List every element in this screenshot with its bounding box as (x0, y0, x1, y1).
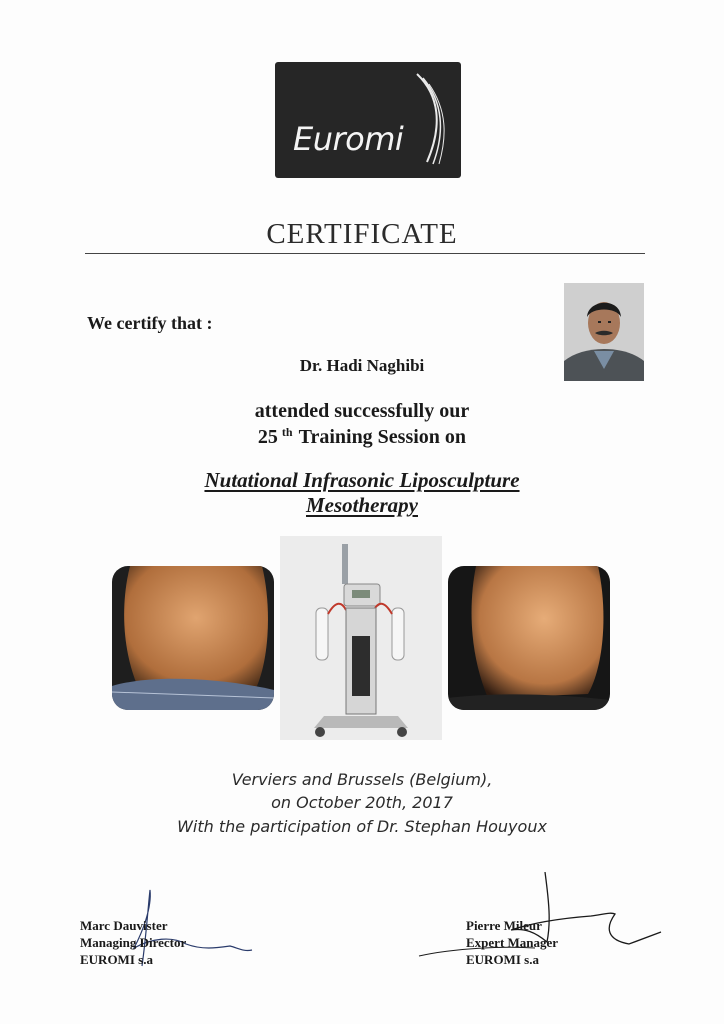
certify-intro: We certify that : (87, 313, 213, 333)
session-suffix: th (281, 425, 293, 439)
recipient-name: Dr. Hadi Naghibi (299, 356, 425, 375)
course-line-2 (0, 493, 724, 518)
signatory-left-org: EUROMI s.a (80, 952, 153, 967)
euromi-logo (275, 62, 461, 178)
date-line: on October 20th, 2017 (271, 793, 453, 812)
session-text: Training Session on (298, 426, 467, 448)
logo-text: Euromi (293, 120, 404, 158)
signatory-left (80, 917, 186, 968)
after-photo (448, 566, 610, 710)
device-photo (280, 536, 442, 740)
signatory-right-org: EUROMI s.a (466, 952, 539, 967)
signatory-right-name: Pierre Mileur (466, 918, 542, 933)
course-line-1 (0, 468, 724, 493)
session-line (0, 425, 724, 449)
certificate-title: CERTIFICATE (266, 218, 458, 250)
signatory-left-role: Managing Director (80, 935, 187, 950)
course-title-2: Mesotherapy (306, 493, 418, 517)
attended-line: attended successfully our (254, 400, 470, 422)
session-number: 25 (257, 426, 278, 448)
signatory-right (466, 917, 558, 968)
participation-line: With the participation of Dr. Stephan Houyoux (177, 817, 547, 836)
title-divider (85, 253, 645, 254)
location-line: Verviers and Brussels (Belgium), (231, 770, 493, 789)
before-photo (112, 566, 274, 710)
signatory-right-role: Expert Manager (466, 935, 559, 950)
signatory-left-name: Marc Dauvister (80, 918, 168, 933)
portrait-image (564, 283, 644, 381)
course-title-1: Nutational Infrasonic Liposculpture (204, 468, 520, 492)
recipient-photo (564, 283, 644, 381)
swoosh-icon (409, 70, 449, 170)
